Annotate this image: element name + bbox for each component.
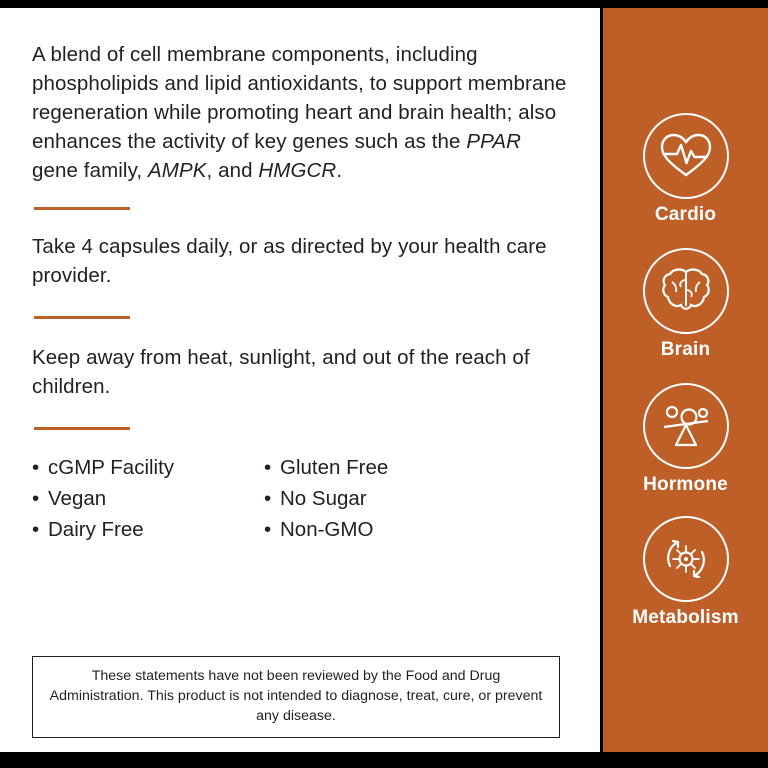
badge-ring (643, 113, 729, 199)
divider-3 (34, 427, 130, 430)
description-text: gene family, (32, 159, 149, 182)
description-text: A blend of cell membrane components, including phospholipids and lipid antioxidants, to support membrane regeneration while promoting heart and brain health; also enhances the activity of key genes such as the (32, 43, 567, 153)
heartbeat-icon (658, 131, 714, 181)
divider-2 (34, 316, 130, 319)
hormone-balance-icon (658, 401, 714, 451)
benefit-badges-panel (603, 8, 768, 752)
badge-label: Hormone (643, 474, 728, 495)
list-item: • cGMP Facility (32, 452, 264, 483)
badge-ring (643, 248, 729, 334)
badge-brain (643, 248, 729, 361)
list-item: • Vegan (32, 483, 264, 514)
gene-name: PPAR (466, 130, 522, 153)
description-paragraph (32, 40, 570, 185)
badge-metabolism (632, 516, 739, 629)
gene-name: AMPK (148, 159, 207, 182)
badge-ring (643, 516, 729, 602)
bullet-column-right (264, 452, 496, 545)
gene-name: HMGCR (258, 159, 337, 182)
attribute-bullet-list (32, 452, 570, 545)
list-item: • Non-GMO (264, 514, 496, 545)
badge-ring (643, 383, 729, 469)
list-item: • Dairy Free (32, 514, 264, 545)
badge-label: Brain (660, 339, 711, 360)
storage-paragraph: Keep away from heat, sunlight, and out of the reach of children. (32, 346, 530, 398)
badge-cardio (643, 113, 729, 226)
list-item: • Gluten Free (264, 452, 496, 483)
directions-paragraph: Take 4 capsules daily, or as directed by your health care provider. (32, 235, 547, 287)
badge-label: Metabolism (632, 607, 739, 628)
description-text: . (336, 159, 343, 182)
description-text: , and (206, 159, 259, 182)
left-content-panel (0, 8, 600, 752)
divider-1 (34, 207, 130, 210)
metabolism-cell-icon (658, 532, 714, 586)
fda-disclaimer-box: These statements have not been reviewed by the Food and Drug Administration. This product is not intended to diagnose, treat, cure, or prevent any disease. (32, 656, 560, 738)
badge-label: Cardio (654, 204, 717, 225)
badge-hormone (643, 383, 729, 496)
list-item: • No Sugar (264, 483, 496, 514)
brain-icon (659, 266, 713, 316)
bullet-column-left (32, 452, 264, 545)
